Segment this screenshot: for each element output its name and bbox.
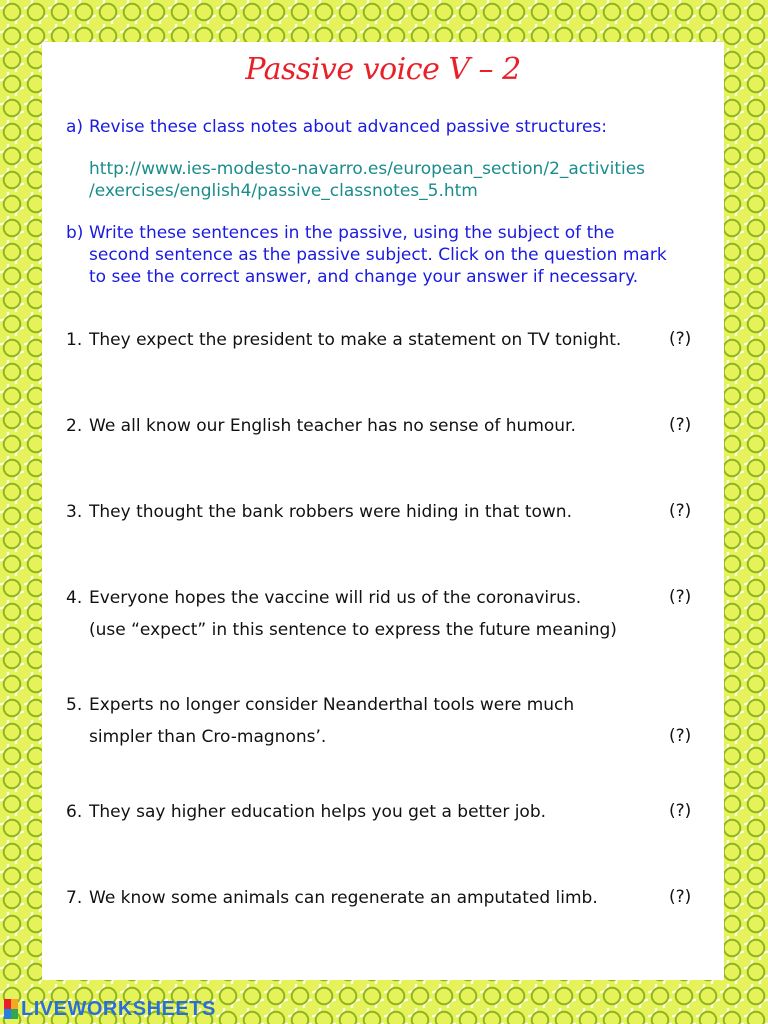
section-b-line3: to see the correct answer, and change your answer if necessary.	[89, 267, 639, 287]
page-title: Passive voice V – 2	[245, 52, 521, 87]
class-notes-link-line2[interactable]: /exercises/english4/passive_classnotes_5.htm	[89, 181, 478, 201]
question-number: 1.	[66, 330, 83, 350]
show-answer-button[interactable]: (?)	[669, 801, 692, 821]
section-b-line2: second sentence as the passive subject. Click on the question mark	[89, 245, 667, 265]
question-number: 2.	[66, 416, 83, 436]
section-b-marker: b)	[66, 223, 84, 243]
question-number: 6.	[66, 802, 83, 822]
section-a-marker: a)	[66, 117, 84, 137]
question-number: 5.	[66, 695, 83, 715]
question-text: Experts no longer consider Neanderthal tools were much	[89, 695, 575, 715]
show-answer-button[interactable]: (?)	[669, 587, 692, 607]
question-number: 7.	[66, 888, 83, 908]
question-hint: (use “expect” in this sentence to express the future meaning)	[89, 620, 617, 640]
show-answer-button[interactable]: (?)	[669, 415, 692, 435]
question-text: They say higher education helps you get a better job.	[89, 802, 547, 822]
show-answer-button[interactable]: (?)	[669, 726, 692, 746]
question-text: We know some animals can regenerate an amputated limb.	[89, 888, 598, 908]
question-text: We all know our English teacher has no sense of humour.	[89, 416, 576, 436]
question-text: Everyone hopes the vaccine will rid us of the coronavirus.	[89, 588, 582, 608]
show-answer-button[interactable]: (?)	[669, 329, 692, 349]
section-a-text: Revise these class notes about advanced passive structures:	[89, 117, 608, 137]
question-text: They thought the bank robbers were hiding in that town.	[89, 502, 572, 522]
show-answer-button[interactable]: (?)	[669, 501, 692, 521]
question-number: 4.	[66, 588, 83, 608]
show-answer-button[interactable]: (?)	[669, 887, 692, 907]
question-number: 3.	[66, 502, 83, 522]
footer-brand	[0, 994, 768, 1024]
class-notes-link-line1[interactable]: http://www.ies-modesto-navarro.es/european_section/2_activities	[89, 159, 646, 179]
question-text: They expect the president to make a statement on TV tonight.	[89, 330, 622, 350]
section-b-line1: Write these sentences in the passive, using the subject of the	[89, 223, 615, 243]
worksheet-page	[42, 42, 724, 980]
question-text-line2: simpler than Cro-magnons’.	[89, 727, 327, 747]
liveworksheets-logo-icon	[4, 999, 18, 1019]
liveworksheets-logo-text[interactable]: LIVEWORKSHEETS	[21, 997, 216, 1020]
